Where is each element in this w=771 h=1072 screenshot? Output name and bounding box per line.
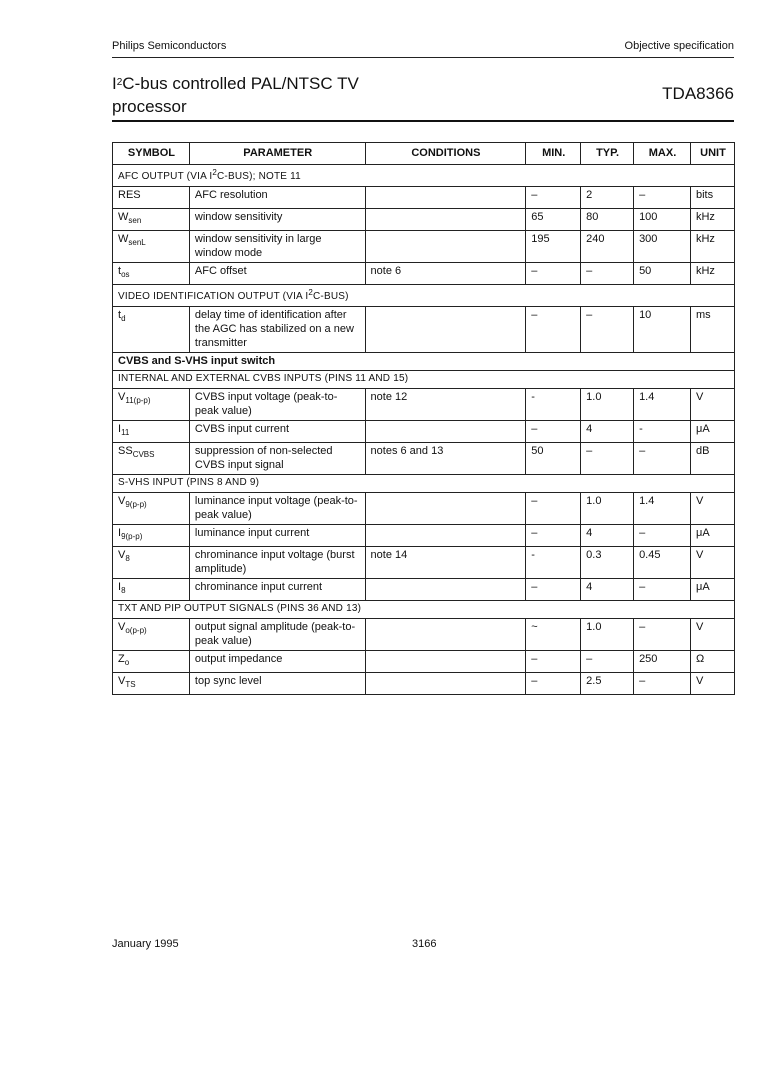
symbol-subscript: 8	[125, 554, 130, 563]
symbol-subscript: 11(p-p)	[125, 396, 151, 405]
cell-typ: 2.5	[581, 673, 634, 695]
cell-min: –	[526, 307, 581, 353]
section-heading: VIDEO IDENTIFICATION OUTPUT (VIA $I^2C-BUS$)	[113, 285, 735, 307]
symbol-main: Z	[118, 653, 125, 665]
cell-typ: 4	[581, 579, 634, 601]
section-row-svhs	[113, 475, 735, 493]
cell-parameter: top sync level	[189, 673, 365, 695]
cell-unit: V	[690, 619, 734, 651]
cell-unit: μA	[690, 421, 734, 443]
cell-symbol	[113, 187, 190, 209]
section-row-afc	[113, 165, 735, 187]
cell-conditions	[365, 421, 526, 443]
cell-parameter: window sensitivity in large window mode	[189, 231, 365, 263]
cell-min: –	[526, 421, 581, 443]
cell-symbol	[113, 547, 190, 579]
cell-min: –	[526, 187, 581, 209]
cell-parameter: chrominance input voltage (burst amplitude)	[189, 547, 365, 579]
cell-min: -	[526, 389, 581, 421]
cell-min: ~	[526, 619, 581, 651]
cell-parameter: CVBS input current	[189, 421, 365, 443]
cell-typ: 4	[581, 421, 634, 443]
cell-max: -	[634, 421, 691, 443]
cell-symbol	[113, 579, 190, 601]
table-row	[113, 673, 735, 695]
cell-symbol	[113, 443, 190, 475]
cell-max: 250	[634, 651, 691, 673]
col-header-parameter: PARAMETER	[189, 143, 365, 165]
symbol-main: SS	[118, 445, 133, 457]
symbol-main: W	[118, 211, 129, 223]
symbol-subscript: TS	[125, 680, 136, 689]
symbol-main: I	[118, 581, 122, 593]
cell-max: 1.4	[634, 493, 691, 525]
cell-parameter: suppression of non-selected CVBS input signal	[189, 443, 365, 475]
table-row	[113, 619, 735, 651]
table-row	[113, 231, 735, 263]
company-name: Philips Semiconductors	[112, 40, 227, 52]
cell-typ: 80	[581, 209, 634, 231]
cell-conditions	[365, 673, 526, 695]
section-heading: CVBS and S-VHS input switch	[113, 353, 735, 371]
cell-parameter: CVBS input voltage (peak-to-peak value)	[189, 389, 365, 421]
cell-max: 100	[634, 209, 691, 231]
cell-parameter: luminance input voltage (peak-to-peak value)	[189, 493, 365, 525]
cell-unit: V	[690, 389, 734, 421]
cell-symbol	[113, 493, 190, 525]
symbol-main: V	[118, 495, 126, 507]
cell-min: –	[526, 579, 581, 601]
cell-typ: –	[581, 443, 634, 475]
symbol-main: I	[118, 423, 122, 435]
col-header-symbol: SYMBOL	[113, 143, 190, 165]
page-number: 3166	[412, 938, 437, 950]
col-header-min: MIN.	[526, 143, 581, 165]
symbol-main: V	[118, 549, 126, 561]
cell-conditions	[365, 579, 526, 601]
section-row-txt-pip	[113, 601, 735, 619]
cell-conditions	[365, 231, 526, 263]
cell-parameter: output signal amplitude (peak-to-peak value)	[189, 619, 365, 651]
cell-symbol	[113, 389, 190, 421]
symbol-subscript: senL	[128, 238, 146, 247]
cell-parameter: output impedance	[189, 651, 365, 673]
cell-max: 1.4	[634, 389, 691, 421]
cell-symbol	[113, 307, 190, 353]
symbol-subscript: o(p-p)	[125, 626, 147, 635]
symbol-subscript: os	[121, 270, 130, 279]
table-row	[113, 443, 735, 475]
table-row	[113, 187, 735, 209]
cell-unit: kHz	[690, 231, 734, 263]
title-superscript: 2	[116, 77, 123, 88]
table-row	[113, 307, 735, 353]
cell-min: –	[526, 525, 581, 547]
section-heading: TXT AND PIP OUTPUT SIGNALS (PINS 36 AND 13)	[113, 601, 735, 619]
cell-min: 65	[526, 209, 581, 231]
cell-symbol	[113, 231, 190, 263]
symbol-subscript: CVBS	[132, 450, 155, 459]
cell-min: -	[526, 547, 581, 579]
cell-min: –	[526, 673, 581, 695]
table-row	[113, 263, 735, 285]
cell-min: –	[526, 263, 581, 285]
cell-parameter: AFC offset	[189, 263, 365, 285]
cell-typ: 2	[581, 187, 634, 209]
cell-unit: kHz	[690, 209, 734, 231]
footer-date: January 1995	[112, 938, 179, 950]
symbol-subscript: d	[121, 314, 126, 323]
cell-parameter: window sensitivity	[189, 209, 365, 231]
table-row	[113, 389, 735, 421]
cell-symbol	[113, 673, 190, 695]
symbol-main: RES	[118, 189, 141, 201]
table-row	[113, 579, 735, 601]
type-number: TDA8366	[662, 84, 734, 103]
cell-typ: –	[581, 651, 634, 673]
cell-parameter: AFC resolution	[189, 187, 365, 209]
section-row-cvbs-switch	[113, 353, 735, 371]
symbol-main: V	[118, 391, 126, 403]
cell-conditions: note 12	[365, 389, 526, 421]
table-row	[113, 525, 735, 547]
cell-max: 10	[634, 307, 691, 353]
cell-unit: dB	[690, 443, 734, 475]
symbol-main: V	[118, 675, 126, 687]
cell-min: 50	[526, 443, 581, 475]
table-row	[113, 547, 735, 579]
cell-min: –	[526, 493, 581, 525]
header-rule	[112, 57, 734, 58]
cell-max: –	[634, 443, 691, 475]
cell-max: 300	[634, 231, 691, 263]
cell-unit: V	[690, 547, 734, 579]
cell-max: 0.45	[634, 547, 691, 579]
cell-conditions	[365, 619, 526, 651]
cell-conditions: note 6	[365, 263, 526, 285]
section-row-internal-external	[113, 371, 735, 389]
cell-typ: 1.0	[581, 619, 634, 651]
cell-symbol	[113, 525, 190, 547]
cell-unit: μA	[690, 525, 734, 547]
symbol-subscript: sen	[128, 216, 142, 225]
cell-typ: –	[581, 263, 634, 285]
cell-conditions	[365, 651, 526, 673]
cell-max: –	[634, 619, 691, 651]
section-row-video-identification	[113, 285, 735, 307]
section-heading: S-VHS INPUT (PINS 8 AND 9)	[113, 475, 735, 493]
table-row	[113, 493, 735, 525]
col-header-unit: UNIT	[690, 143, 734, 165]
cell-typ: 1.0	[581, 493, 634, 525]
cell-unit: kHz	[690, 263, 734, 285]
cell-unit: bits	[690, 187, 734, 209]
cell-min: –	[526, 651, 581, 673]
cell-conditions	[365, 493, 526, 525]
symbol-subscript: 8	[121, 586, 126, 595]
table-header-row	[113, 143, 735, 165]
symbol-subscript: 9(p-p)	[121, 532, 143, 541]
section-heading: AFC OUTPUT (VIA $I^2C-BUS$); NOTE 11	[113, 165, 735, 187]
title-prefix: I	[112, 74, 117, 93]
table-row	[113, 651, 735, 673]
cell-min: 195	[526, 231, 581, 263]
cell-conditions	[365, 209, 526, 231]
cell-max: –	[634, 673, 691, 695]
cell-unit: Ω	[690, 651, 734, 673]
cell-typ: 1.0	[581, 389, 634, 421]
symbol-subscript: 9(p-p)	[125, 500, 147, 509]
cell-conditions: note 14	[365, 547, 526, 579]
cell-unit: V	[690, 493, 734, 525]
cell-symbol	[113, 651, 190, 673]
col-header-typ: TYP.	[581, 143, 634, 165]
document-status: Objective specification	[624, 40, 734, 52]
title-line1: C-bus controlled PAL/NTSC TV	[122, 74, 359, 93]
specification-table	[112, 142, 735, 695]
cell-max: –	[634, 579, 691, 601]
cell-unit: ms	[690, 307, 734, 353]
cell-symbol	[113, 263, 190, 285]
title-line2: processor	[112, 97, 187, 116]
section-heading: INTERNAL AND EXTERNAL CVBS INPUTS (PINS 11 AND 15)	[113, 371, 735, 389]
cell-typ: 0.3	[581, 547, 634, 579]
symbol-main: t	[118, 265, 122, 277]
cell-max: –	[634, 187, 691, 209]
cell-symbol	[113, 421, 190, 443]
cell-symbol	[113, 209, 190, 231]
table-row	[113, 421, 735, 443]
cell-max: 50	[634, 263, 691, 285]
cell-typ: 4	[581, 525, 634, 547]
cell-parameter: luminance input current	[189, 525, 365, 547]
cell-parameter: delay time of identification after the AGC has stabilized on a new transmitter	[189, 307, 365, 353]
symbol-main: W	[118, 233, 129, 245]
col-header-max: MAX.	[634, 143, 691, 165]
cell-parameter: chrominance input current	[189, 579, 365, 601]
symbol-main: V	[118, 621, 126, 633]
document-title	[112, 72, 359, 118]
cell-unit: μA	[690, 579, 734, 601]
symbol-subscript: 11	[121, 428, 130, 437]
cell-unit: V	[690, 673, 734, 695]
cell-conditions	[365, 525, 526, 547]
cell-max: –	[634, 525, 691, 547]
cell-typ: 240	[581, 231, 634, 263]
cell-symbol	[113, 619, 190, 651]
cell-conditions	[365, 307, 526, 353]
title-rule	[112, 120, 734, 122]
symbol-main: t	[118, 309, 122, 321]
cell-typ: –	[581, 307, 634, 353]
symbol-main: I	[118, 527, 122, 539]
cell-conditions: notes 6 and 13	[365, 443, 526, 475]
col-header-conditions: CONDITIONS	[365, 143, 526, 165]
table-row	[113, 209, 735, 231]
symbol-subscript: o	[124, 658, 130, 667]
cell-conditions	[365, 187, 526, 209]
